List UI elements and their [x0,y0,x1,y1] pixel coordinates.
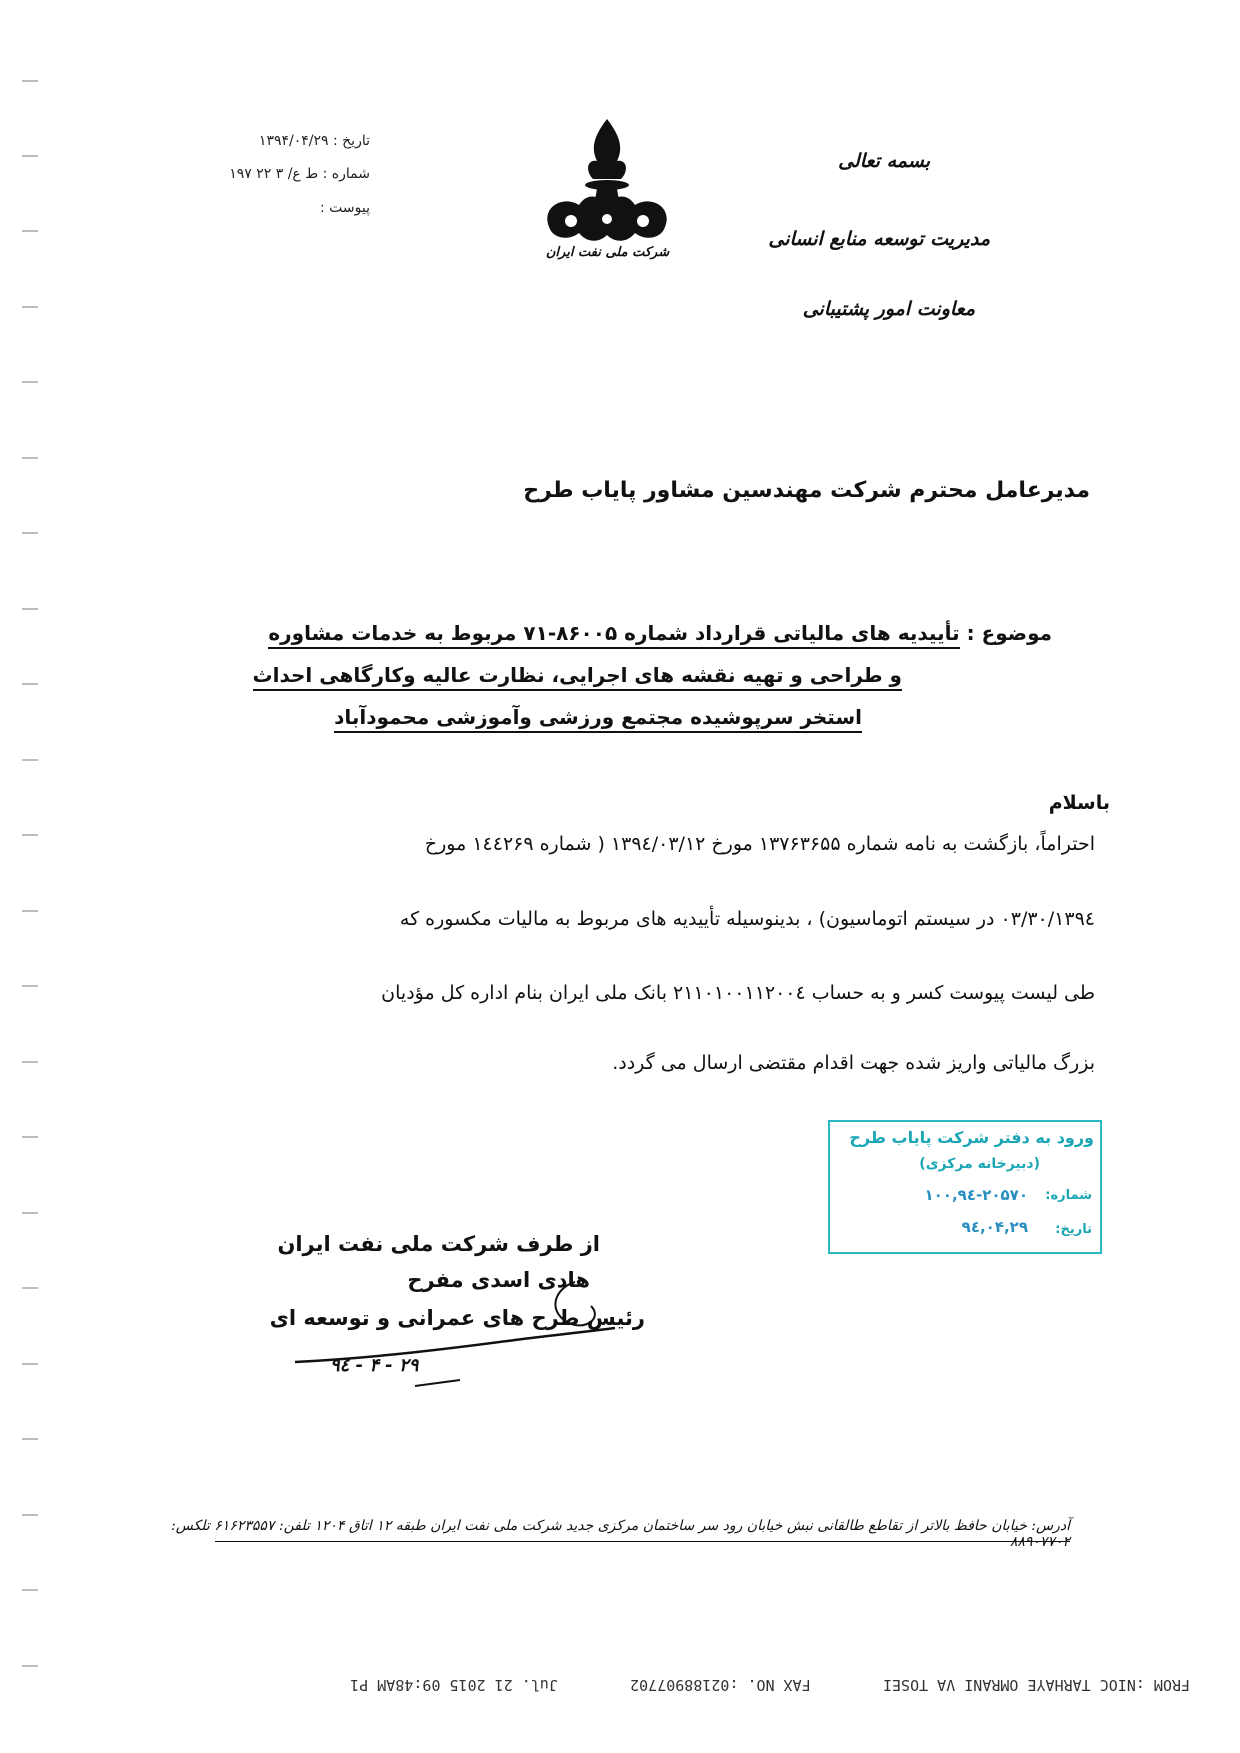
signature-title: رئیس طرح های عمرانی و توسعه ای [269,1306,645,1330]
subject-text-2: و طراحی و تهیه نقشه های اجرایی، نظارت عالیه وکارگاهی احداث [253,663,902,691]
department-line-2: معاونت امور پشتیبانی [802,298,975,320]
subject-line-3 [152,696,1052,738]
body-line-1: احتراماً، بازگشت به نامه شماره ۱۳۷۶۳۶۵۵ مورخ ۱۳۹٤/۰۳/۱۲ ( شماره ۱٤٤۲۶۹ مورخ [424,833,1095,855]
letter-date: تاریخ : ۱۳۹۴/۰۴/۲۹ [258,133,370,149]
body-line-2: ۱۳۹٤/۰۳/۳۰ در سیستم اتوماسیون) ، بدینوسیله تأییدیه های مربوط به مالیات مکسوره که [399,908,1095,930]
subject-label: موضوع : [966,621,1052,645]
letter-number: شماره : ط ع/ ۳ ۲۲ ۱۹۷ [229,166,370,182]
fax-header: FROM :NIOC TARHAYE OMRANI VA TOSEI FAX NO. :02188907702 Jul. 21 2015 09:48AM P1 [350,1676,1190,1694]
signature-scribble-icon [285,1270,665,1400]
addressee: مدیرعامل محترم شرکت مهندسین مشاور پایاب طرح [523,478,1090,503]
logo-caption: شرکت ملی نفت ایران [545,245,670,260]
signature-name: هادی اسدی مفرح [407,1268,590,1292]
department-line-1: مدیریت توسعه منابع انسانی [768,228,990,250]
stamp-date-value: ۹٤,۰۴,۲۹ [961,1218,1028,1236]
handwritten-date: ۹٤ - ۴ - ۲۹ [330,1355,419,1376]
handwritten-signature [285,1270,665,1400]
subject-line-1 [152,612,1052,654]
signature-org: از طرف شرکت ملی نفت ایران [277,1232,600,1256]
body-line-4: بزرگ مالیاتی واریز شده جهت اقدام مقتضی ارسال می گردد. [612,1052,1095,1074]
stamp-title: ورود به دفتر شرکت پایاب طرح [849,1128,1094,1147]
stamp-number-label: شماره: [1045,1188,1092,1203]
subject-text-3: استخر سرپوشیده مجتمع ورزشی وآموزشی محمودآباد [334,705,862,733]
received-stamp [828,1120,1102,1254]
body-line-3: طی لیست پیوست کسر و به حساب ۲۱۱۰۱۰۰۱۱۲۰۰٤ بانک ملی ایران بنام اداره کل مؤدیان [381,982,1095,1004]
subject [152,612,1052,738]
stamp-subtitle: (دبیرخانه مرکزی) [919,1156,1040,1172]
stamp-number-value: ۱۰۰,۹٤-۲۰۵۷۰ [924,1186,1028,1204]
greeting: باسلام [1048,792,1110,814]
subject-line-2 [152,654,1052,696]
letter-attachment: پیوست : [320,200,370,216]
subject-text-1: تأییدیه های مالیاتی قرارداد شماره ۸۶۰۰۵-۷۱ مربوط به خدمات مشاوره [268,621,959,649]
stamp-date-label: تاریخ: [1055,1222,1092,1237]
invocation: بسمه تعالی [838,150,930,172]
footer-address: آدرس: خیابان حافظ بالاتر از تقاطع طالقانی نبش خیابان رود سر ساختمان مرکزی جدید شرکت ملی نفت ایران طبقه ۱۲ اتاق ۱۲۰۴ تلفن: ۶۱۶۲۳۵۵۷ تلکس: ۸۸۹۰۷۷۰۲ [171,1518,1070,1550]
